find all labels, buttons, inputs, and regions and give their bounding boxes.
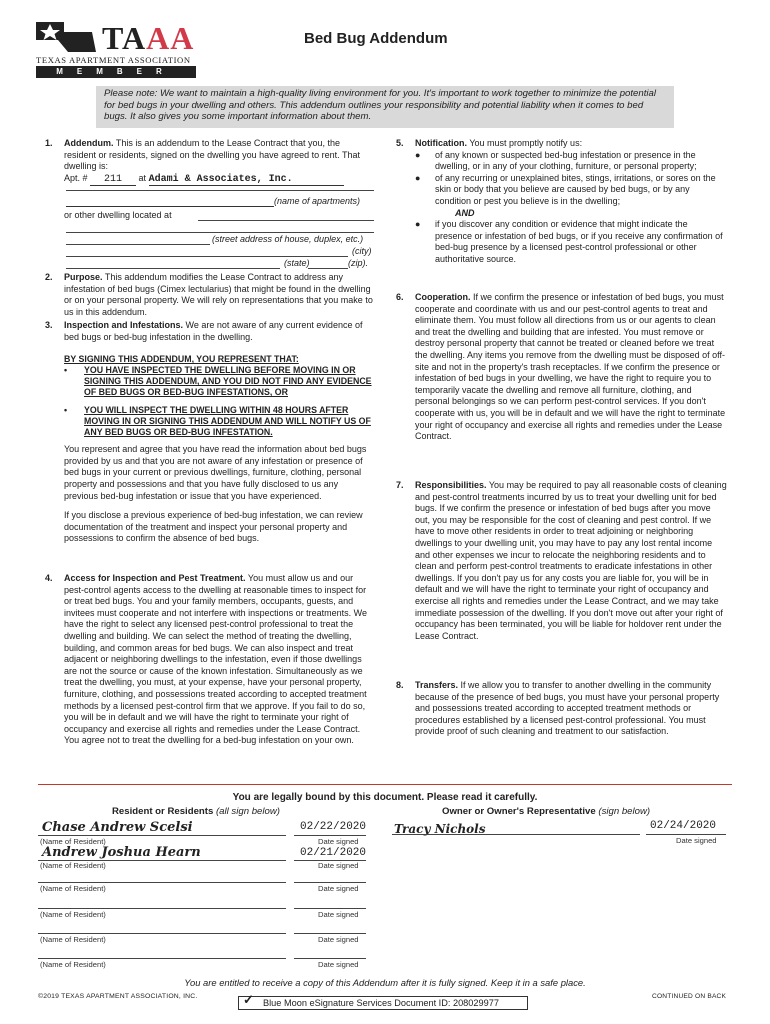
section-text: If we allow you to transfer to another dwelling in the community because of the presence of bed bugs, you must have your personal property and possessions treated according to accepted treatment methods or procedures established by a licensed pest-control professional. You must provide proof of such cleaning and treatment to our satisfaction. [415,680,720,737]
resident-date[interactable]: 02/21/2020 [300,847,367,859]
signature-line [392,834,640,835]
representation-list [64,365,374,438]
name-of-resident-label: (Name of Resident) [40,884,106,893]
section-number: 5. [396,138,404,148]
and-label: AND [455,207,475,218]
date-signed-label: Date signed [318,837,359,846]
by-signing-heading: BY SIGNING THIS ADDENDUM, YOU REPRESENT THAT: [64,354,299,365]
section-2 [45,272,374,318]
resident-signature[interactable]: Andrew Joshua Hearn [42,845,201,860]
signature-line[interactable] [38,882,286,883]
owner-date[interactable]: 02/24/2020 [650,820,717,832]
signature-line [38,835,286,836]
zip-label: (zip). [348,258,368,268]
apt-label: Apt. # [64,172,88,183]
section-number: 2. [45,272,53,282]
list-item-text: YOU WILL INSPECT THE DWELLING WITHIN 48 HOURS AFTER MOVING IN OR SIGNING THIS ADDENDUM AND WILL NOTIFY US OF ANY BED BUGS OR BED-BUG INFESTATION. [84,405,371,438]
section-text: You may be required to pay all reasonable costs of cleaning and pest-control treatments incurred by us to treat your dwelling unit for bed bugs. If we confirm the presence or infestation of bed bugs after you move out, you may be responsible for the cost of cleaning and pest control. If we have to move other residents in order to treat adjoining or neighboring dwellings to your dwelling unit, you may have to pay any lost rental income and other expenses we incur to relocate the neighboring residents and to clean and perform pest-control treatments to eradicate infestations in other dwellings. If you don't pay us for any costs you are liable for, you will be in default and we will have the right to terminate your right of occupancy and exercise all rights and remedies under the Lease Contract, and we may take immediate possession of the dwelling. If you don't move out after your right of occupancy has been terminated, you will be liable for holdover rent under the Lease Contract. [415,480,727,641]
date-signed-label: Date signed [318,884,359,893]
date-line [294,835,366,836]
list-item-text: YOU HAVE INSPECTED THE DWELLING BEFORE MOVING IN OR SIGNING THIS ADDENDUM, AND YOU DID NOT FIND ANY EVIDENCE OF BED BUGS OR BED-BUG INFESTATIONS, OR [84,365,372,398]
taa-logo [30,18,200,80]
section-text: This addendum modifies the Lease Contract to address any infestation of bed bugs (Cimex lectularius) that might be found in the dwelling or on your personal property. We will rely on representations that you make to us in this addendum. [64,272,373,317]
city-label: (city) [352,246,372,256]
logo-member-bar: MEMBER [36,66,196,78]
section-text: You must allow us and our pest-control agents access to the dwelling at reasonable times to inspect for or treat bed bugs. You and your family members, occupants, guests, and invitees must cooperate and not interfere with inspections or treatments. We have the right to select any licensed pest-control professional to treat the dwelling and building. We can select the method of treating the dwelling, building, and common areas for bed bugs. We can also inspect and treat adjacent or neighboring dwellings to the infestation, even if those dwellings are not the source or cause of the known infestation. Simultaneously as we treat the dwelling, you must, at your expense, have your personal property, furniture, clothing, and possessions treated according to accepted treatment methods by a licensed pest-control firm that we approve. If you fail to do so, you will be in default and we will have the right to terminate your right of occupancy and exercise all rights and remedies under the Lease Contract. You agree not to treat the dwelling for a bed-bug infestation on your own. [64,573,367,746]
list-item: ● of any recurring or unexplained bites, stings, irritations, or sores on the skin or body that you believe are caused by bed bugs, or by any condition or pest you believe is in the dwelling; [415,172,716,206]
list-item: • YOU HAVE INSPECTED THE DWELLING BEFORE MOVING IN OR SIGNING THIS ADDENDUM, AND YOU DID NOT FIND ANY EVIDENCE OF BED BUGS OR BED-BUG INFESTATIONS, OR [64,365,372,398]
copyright: ©2019 TEXAS APARTMENT ASSOCIATION, INC. [38,993,198,1000]
list-item: ● if you discover any condition or evidence that might indicate the presence or infestation of bed bugs, or if you receive any confirmation of bed-bug presence by a licensed pest-control professional or other authoritative source. [415,219,723,264]
blank-line [66,190,374,191]
state-label: (state) [284,258,310,268]
date-line[interactable] [294,933,366,934]
section-number: 1. [45,138,53,148]
city-line[interactable] [66,256,348,257]
section-7 [396,480,727,642]
owner-signature-block [392,818,730,858]
section-title: Inspection and Infestations. [64,320,184,330]
notice-box: Please note: We want to maintain a high-quality living environment for you. It's important to work together to minimize the potential for bed bugs in your dwelling and others. This addendum outlines your responsibility and potential liability when it comes to bed bugs. It also gives you some important information about them. [96,86,674,128]
list-item: • YOU WILL INSPECT THE DWELLING WITHIN 48 HOURS AFTER MOVING IN OR SIGNING THIS ADDENDUM AND WILL NOTIFY US OF ANY BED BUGS OR BED-BUG INFESTATION. [64,405,371,438]
date-signed-label: Date signed [318,861,359,870]
resident-signature-block [38,818,368,968]
section-4 [45,573,374,747]
document-title: Bed Bug Addendum [304,30,448,47]
section-title: Responsibilities. [415,480,487,490]
owner-header: Owner or Owner's Representative (sign below) [442,806,651,817]
section-text: If we confirm the presence or infestation of bed bugs, you must cooperate and coordinate with us and our pest-control agents to treat and eliminate them. You must follow all directions from us or our agents to clean and treat the dwelling and building that are infested. You must remove or destroy personal property that cannot be treated or cleaned before we treat the dwelling. Any items you remove from the dwelling must be disposed of off-site and not in the property's trash receptacles. If we confirm the presence or infestation of bed bugs in your dwelling, we have the right to require you to temporarily vacate the dwelling and remove all furniture, clothing, and personal belongings so we can perform pest-control services. If you don't cooperate with us, you will be in default and we will have the right to terminate your right of occupancy and exercise all rights and remedies under the Lease Contract. [415,292,726,442]
owner-signature[interactable]: Tracy Nichols [394,822,486,836]
resident-date[interactable]: 02/22/2020 [300,821,367,833]
date-line[interactable] [294,908,366,909]
date-signed-label: Date signed [676,836,717,845]
other-dwelling-label: or other dwelling located at [64,210,172,220]
section-6 [396,292,727,443]
checkmark-icon: ✓ [243,992,254,1007]
bluemoon-document-id [238,992,528,1010]
section-title: Notification. [415,138,467,148]
date-line[interactable] [294,882,366,883]
state-line[interactable] [66,268,280,269]
date-signed-label: Date signed [318,960,359,969]
copy-entitled-notice: You are entitled to receive a copy of this Addendum after it is fully signed. Keep it in a safe place. [184,977,586,988]
other-dwelling-line[interactable] [198,220,374,221]
name-of-resident-label: (Name of Resident) [40,910,106,919]
section-title: Access for Inspection and Pest Treatment. [64,573,246,583]
section-number: 7. [396,480,404,490]
property-name-field[interactable]: Adami & Associates, Inc. [149,174,344,187]
list-item-text: of any known or suspected bed-bug infestation or presence in the dwelling, or in any of your clothing, furniture, or personal property; [435,149,697,172]
at-label: at [138,172,147,183]
section-number: 6. [396,292,404,302]
section-3 [45,320,374,545]
list-item-text: of any recurring or unexplained bites, stings, irritations, or sores on the skin or body that you believe are caused by bed bugs, or by any condition or pest you believe is in the dwelling; [435,172,716,206]
name-of-resident-label: (Name of Resident) [40,837,106,846]
date-line [646,834,726,835]
section-text: You must promptly notify us: [469,138,583,148]
notification-list [415,150,727,266]
logo-association-name: TEXAS APARTMENT ASSOCIATION [36,55,191,65]
apt-number-field[interactable]: 211 [90,174,136,187]
representation-paragraph: You represent and agree that you have read the information about bed bugs provided by us and that you are not aware of any infestation or presence of bed bugs in your current or previous dwellings, furniture, clothing, personal property and possessions and that you have fully disclosed to us any previous bed-bug infestation or issue that you have experienced. [64,444,367,501]
zip-line[interactable] [308,268,348,269]
legally-bound-notice: You are legally bound by this document. Please read it carefully. [232,792,538,803]
name-of-apartments-label: (name of apartments) [274,196,361,206]
disclosure-paragraph: If you disclose a previous experience of bed-bug infestation, we can review documentation of the treatment and inspect your personal property and possessions to confirm the absence of bed bugs. [64,510,363,544]
date-signed-label: Date signed [318,910,359,919]
resident-signature[interactable]: Chase Andrew Scelsi [42,820,193,835]
list-item-text: if you discover any condition or evidence that might indicate the presence or infestation of bed bugs, or if you receive any confirmation of bed-bug presence by a licensed pest-control professional or other authoritative source. [435,219,723,264]
street-line[interactable] [66,244,210,245]
list-item: ● of any known or suspected bed-bug infestation or presence in the dwelling, or in any of your clothing, furniture, or personal property; [415,149,697,172]
name-of-resident-label: (Name of Resident) [40,861,106,870]
blank-line [66,232,374,233]
texas-star-logo-icon [30,18,102,54]
signature-separator [38,784,732,785]
bluemoon-id-text: Blue Moon eSignature Services Document ID: 208029977 [263,998,499,1008]
section-number: 3. [45,320,53,330]
continued-on-back: CONTINUED ON BACK [652,993,727,1000]
section-title: Cooperation. [415,292,471,302]
section-text: This is an addendum to the Lease Contract that you, the resident or residents, signed on the dwelling you have agreed to rent. That dwelling is: [64,138,361,172]
section-5 [396,138,727,266]
section-number: 4. [45,573,53,583]
apartments-line[interactable] [66,196,274,207]
section-title: Addendum. [64,138,114,148]
section-title: Purpose. [64,272,103,282]
section-number: 8. [396,680,404,690]
section-title: Transfers. [415,680,459,690]
signature-line[interactable] [38,933,286,934]
date-signed-label: Date signed [318,935,359,944]
section-text: We are not aware of any current evidence of bed bugs or bed-bug infestation in the dwelling. [64,320,363,342]
residents-header: Resident or Residents (all sign below) [112,806,280,817]
street-label: (street address of house, duplex, etc.) [212,234,364,244]
signature-line[interactable] [38,908,286,909]
section-8 [396,680,727,738]
name-of-resident-label: (Name of Resident) [40,935,106,944]
logo-wordmark: TAAA [102,20,195,56]
signature-line[interactable] [38,958,286,959]
section-1 [45,138,374,268]
name-of-resident-label: (Name of Resident) [40,960,106,969]
date-line[interactable] [294,958,366,959]
